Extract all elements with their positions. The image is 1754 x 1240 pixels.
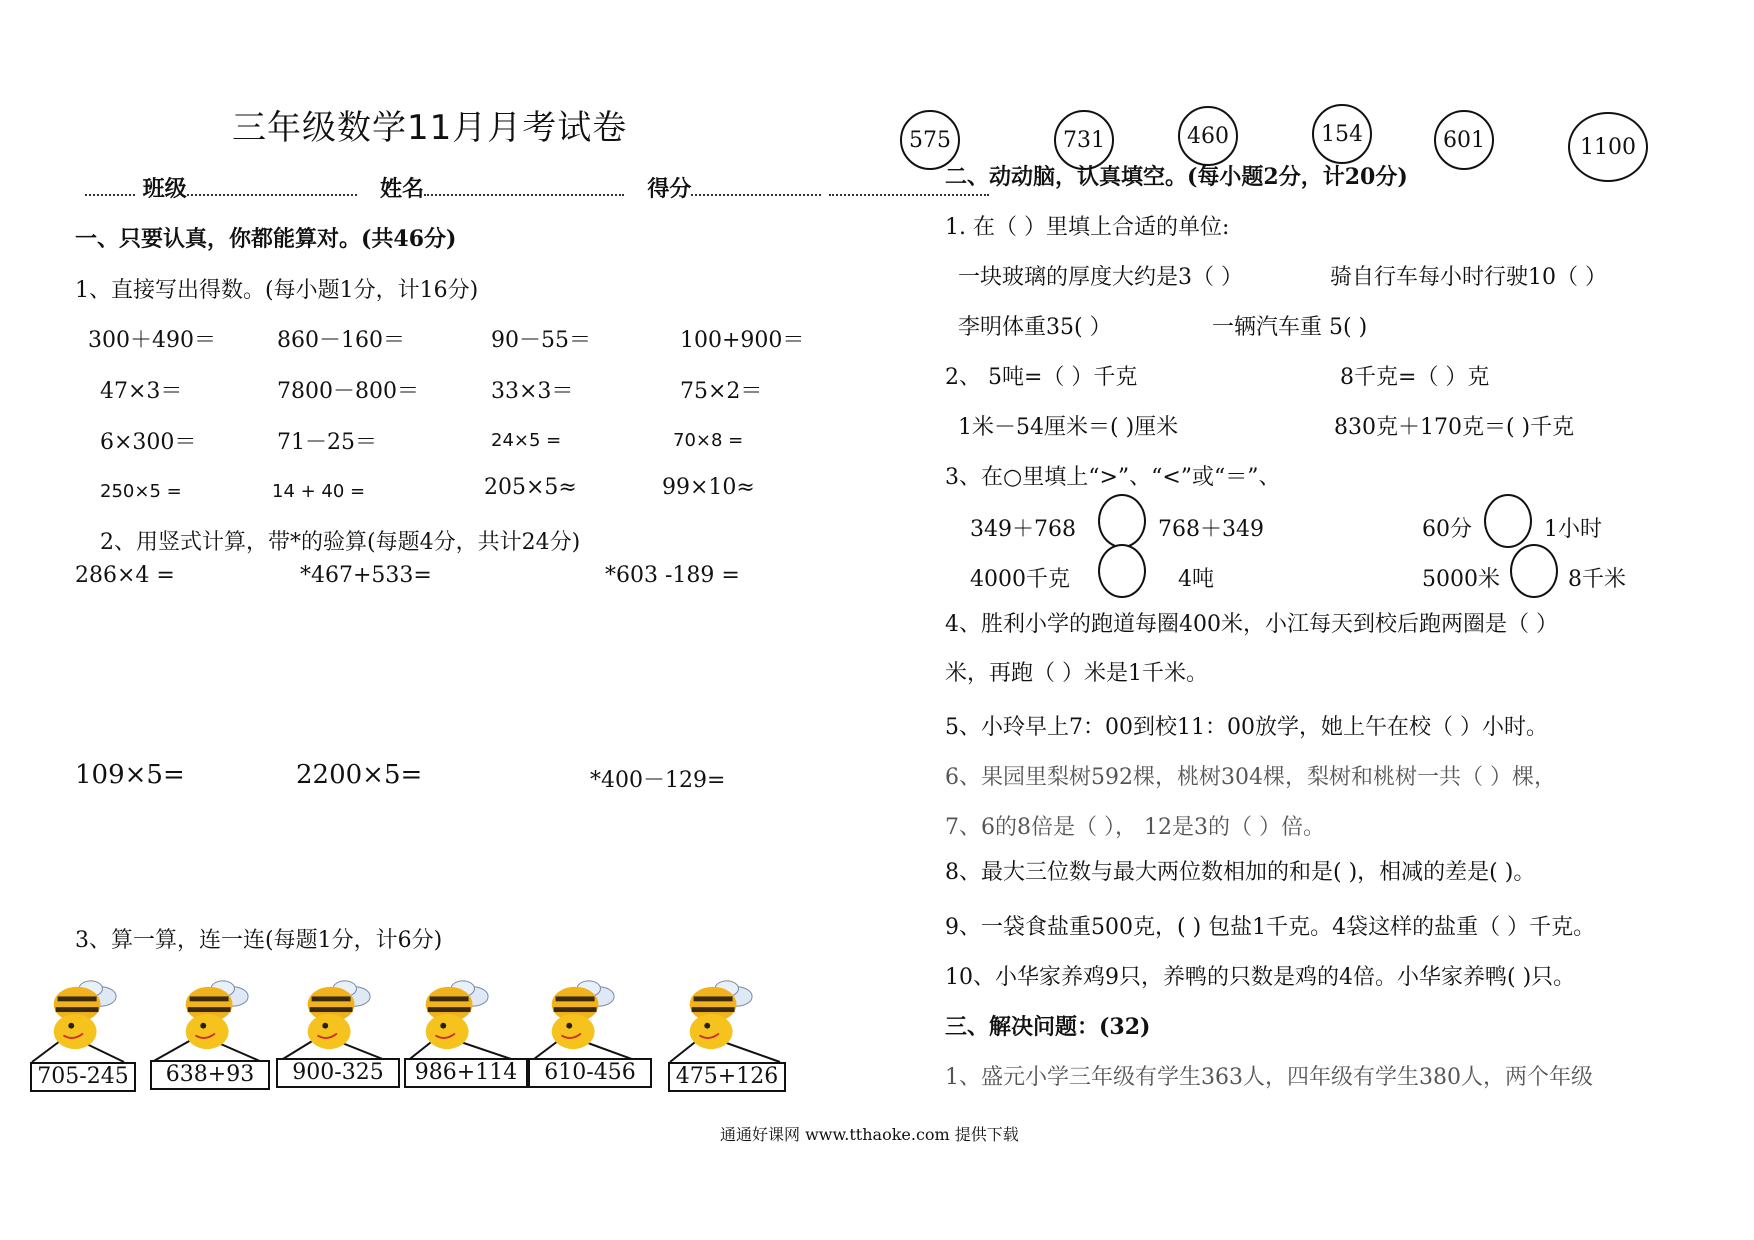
problem-cell: 33×3＝ bbox=[491, 379, 574, 404]
class-label: 班级 bbox=[142, 176, 187, 202]
score-label: 得分 bbox=[647, 176, 692, 202]
fill-question: 8千克=（ ）克 bbox=[1340, 365, 1490, 390]
fill-question: 1. 在（ ）里填上合适的单位: bbox=[945, 215, 1230, 240]
page-title: 三年级数学11月月考试卷 bbox=[232, 108, 628, 148]
problem-cell: 47×3＝ bbox=[100, 379, 183, 404]
problem-cell: 860－160＝ bbox=[277, 328, 405, 353]
fill-question: 一辆汽车重 5( ) bbox=[1212, 315, 1368, 340]
answer-circle[interactable]: 575 bbox=[900, 110, 960, 170]
problem-cell: 300＋490＝ bbox=[88, 328, 216, 353]
vertical-calc-problem: 2200×5= bbox=[296, 760, 423, 790]
section1-heading: 一、只要认真，你都能算对。(共46分) bbox=[75, 226, 457, 252]
compare-left: 4000千克 bbox=[970, 567, 1070, 592]
fill-question: 一块玻璃的厚度大约是3（ ） bbox=[958, 265, 1243, 290]
answer-circle[interactable]: 460 bbox=[1178, 106, 1238, 166]
fill-question: 2、 5吨=（ ）千克 bbox=[945, 365, 1138, 390]
section3-heading: 三、解决问题：(32) bbox=[945, 1014, 1151, 1040]
answer-circle[interactable]: 731 bbox=[1054, 110, 1114, 170]
bee-icon bbox=[414, 975, 492, 1053]
problem-cell: 100+900＝ bbox=[680, 328, 805, 353]
expression-box[interactable]: 638+93 bbox=[150, 1060, 270, 1090]
problem-cell: 75×2＝ bbox=[680, 379, 763, 404]
problem-cell: 71－25＝ bbox=[277, 430, 377, 455]
vertical-calc-problem: *400－129= bbox=[590, 768, 726, 793]
expression-box[interactable]: 610-456 bbox=[528, 1058, 652, 1088]
expression-box[interactable]: 705-245 bbox=[30, 1062, 136, 1092]
fill-question: 830克＋170克＝( )千克 bbox=[1334, 415, 1575, 440]
problem-cell: 205×5≈ bbox=[484, 475, 577, 500]
problem-cell: 99×10≈ bbox=[662, 475, 755, 500]
expression-box[interactable]: 986+114 bbox=[404, 1058, 528, 1088]
compare-left: 5000米 bbox=[1422, 567, 1500, 592]
bee-icon bbox=[296, 975, 374, 1053]
fill-question: 10、小华家养鸡9只，养鸭的只数是鸡的4倍。小华家养鸭( )只。 bbox=[945, 965, 1576, 990]
part1-heading: 1、直接写出得数。(每小题1分，计16分) bbox=[75, 278, 479, 303]
fill-question: 米，再跑（ ）米是1千米。 bbox=[945, 661, 1208, 686]
fill-question: 5、小玲早上7：00到校11：00放学，她上午在校（ ）小时。 bbox=[945, 715, 1548, 740]
bee-icon bbox=[540, 975, 618, 1053]
answer-circle[interactable]: 1100 bbox=[1568, 112, 1648, 182]
compare-right: 768＋349 bbox=[1158, 517, 1264, 542]
compare-right: 8千米 bbox=[1568, 567, 1626, 592]
compare-circle[interactable] bbox=[1484, 494, 1532, 548]
problem-cell: 90－55＝ bbox=[491, 328, 591, 353]
fill-question: 骑自行车每小时行驶10（ ） bbox=[1330, 265, 1607, 290]
expression-box[interactable]: 900-325 bbox=[276, 1058, 400, 1088]
vertical-calc-problem: *467+533= bbox=[300, 563, 432, 588]
problem-cell: 250×5 = bbox=[100, 481, 182, 502]
bee-icon bbox=[678, 975, 756, 1053]
fill-question: 6、果园里梨树592棵，桃树304棵，梨树和桃树一共（ ）棵， bbox=[945, 765, 1556, 790]
footer-text: 通通好课网 www.tthaoke.com 提供下载 bbox=[720, 1125, 1019, 1144]
vertical-calc-problem: 286×4 = bbox=[75, 563, 175, 588]
bee-icon bbox=[42, 975, 120, 1053]
word-problem: 1、盛元小学三年级有学生363人，四年级有学生380人，两个年级 bbox=[945, 1065, 1593, 1090]
compare-right: 1小时 bbox=[1544, 517, 1602, 542]
compare-circle[interactable] bbox=[1098, 494, 1146, 548]
section2-heading: 二、动动脑，认真填空。(每小题2分，计20分) bbox=[945, 164, 1408, 190]
fill-question: 7、6的8倍是（ ）， 12是3的（ ）倍。 bbox=[945, 815, 1325, 840]
vertical-calc-problem: 109×5= bbox=[75, 760, 185, 790]
part3-heading: 3、算一算，连一连(每题1分，计6分) bbox=[75, 928, 443, 953]
part2-heading: 2、用竖式计算，带*的验算(每题4分，共计24分) bbox=[100, 530, 581, 555]
fill-question: 9、一袋食盐重500克，( ) 包盐1千克。4袋这样的盐重（ ）千克。 bbox=[945, 915, 1596, 940]
problem-cell: 70×8 = bbox=[673, 430, 744, 451]
problem-cell: 24×5 = bbox=[491, 430, 562, 451]
expression-box[interactable]: 475+126 bbox=[668, 1062, 786, 1092]
vertical-calc-problem: *603 -189 = bbox=[605, 563, 740, 588]
fill-question: 8、最大三位数与最大两位数相加的和是( )，相减的差是( )。 bbox=[945, 860, 1536, 885]
answer-circle[interactable]: 601 bbox=[1434, 110, 1494, 170]
bee-icon bbox=[174, 975, 252, 1053]
compare-left: 349＋768 bbox=[970, 517, 1076, 542]
compare-circle[interactable] bbox=[1510, 544, 1558, 598]
fill-question: 李明体重35( ） bbox=[958, 315, 1112, 340]
fill-question: 3、在○里填上“>”、“<”或“＝”、 bbox=[945, 465, 1281, 490]
name-label: 姓名 bbox=[380, 176, 425, 202]
answer-circle[interactable]: 154 bbox=[1312, 104, 1372, 164]
compare-left: 60分 bbox=[1422, 517, 1472, 542]
fill-question: 4、胜利小学的跑道每圈400米，小江每天到校后跑两圈是（ ） bbox=[945, 612, 1558, 637]
problem-cell: 14 + 40 = bbox=[272, 481, 366, 502]
compare-circle[interactable] bbox=[1098, 544, 1146, 598]
problem-cell: 6×300＝ bbox=[100, 430, 197, 455]
problem-cell: 7800－800＝ bbox=[277, 379, 419, 404]
fill-question: 1米－54厘米＝( )厘米 bbox=[958, 415, 1179, 440]
compare-right: 4吨 bbox=[1178, 567, 1214, 592]
